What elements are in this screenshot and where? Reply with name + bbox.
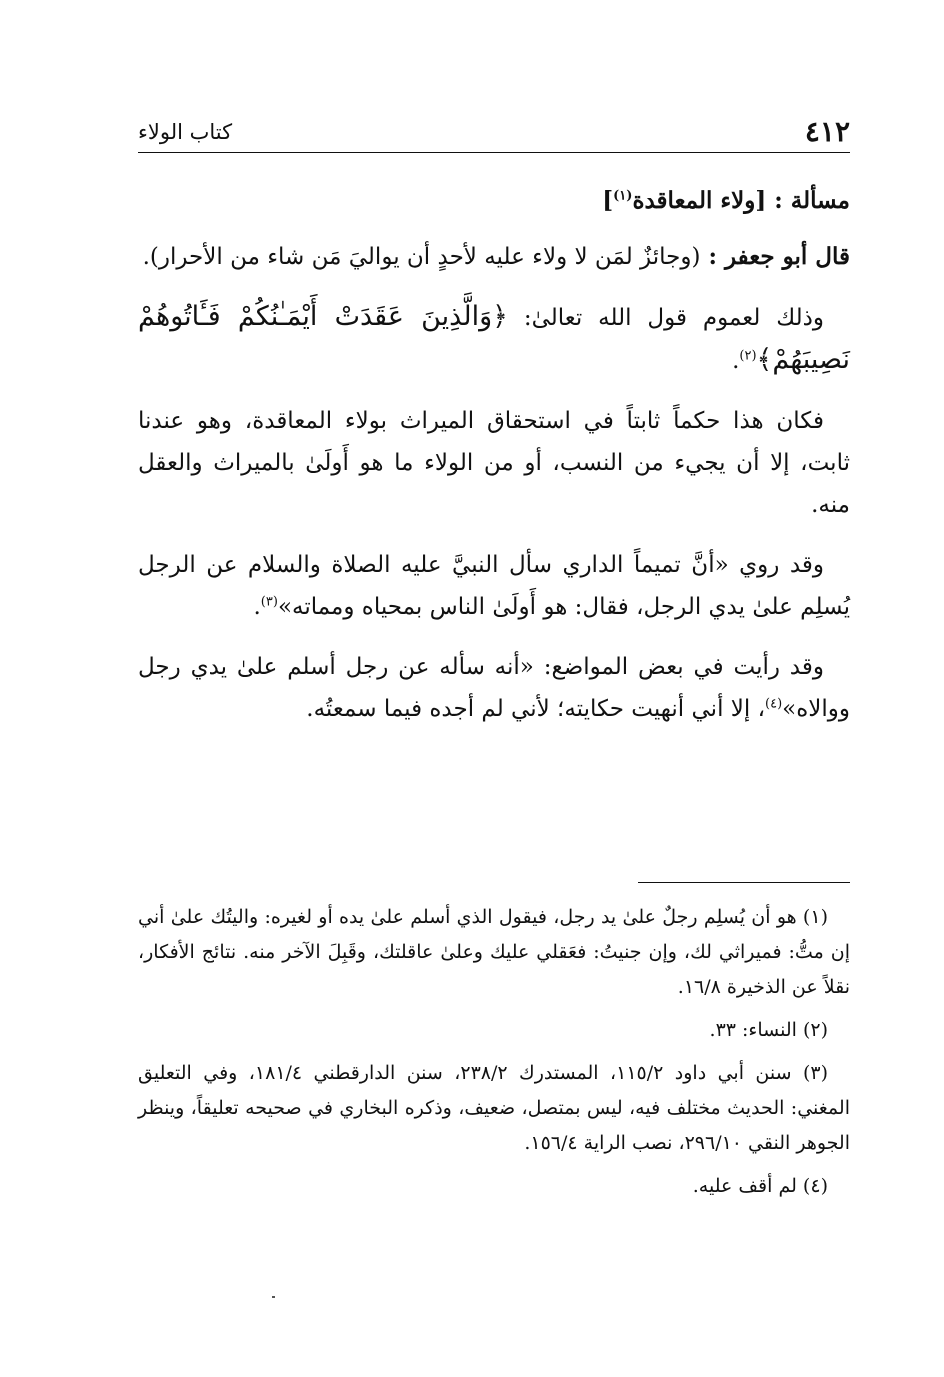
scan-speck [272,1296,275,1298]
footnote-2: (٢) النساء: ٣٣. [709,1019,828,1041]
paragraph-4-text: وقد روي «أنَّ تميماً الداري سأل النبيَّ عليه الصلاة والسلام عن الرجل يُسلِم علىٰ يدي الرجل، فقال: هو أَولَىٰ الناس بمحياه ومماته» [138,552,850,620]
footnote-4: (٤) لم أقف عليه. [692,1175,828,1197]
paragraph-5-text-b: ، إلا أني أنهيت حكايته؛ لأني لم أجده فيما سمعتُه. [306,696,766,722]
footnote-3: (٣) سنن أبي داود ١١٥/٢، المستدرك ٢٣٨/٢، سنن الدارقطني ١٨١/٤، وفي التعليق المغني: الحديث مختلف فيه، ليس بمتصل، ضعيف، وذكره البخاري في صحيحه تعليقاً، وينظر الجوهر النقي ٢٩٦/١٠، نصب الراية ١٥٦/٤. [138,1062,850,1154]
running-title: كتاب الولاء [138,120,233,144]
paragraph-3: فكان هذا حكماً ثابتاً في استحقاق الميراث بولاء المعاقدة، وهو عندنا ثابت، إلا أن يجيء من النسب، أو من الولاء ما هو أَولَىٰ بالميراث والعقل منه. [138,408,850,518]
paragraph-2-end: . [732,348,740,374]
heading-title: [ولاء المعاقدة [632,187,767,214]
footnotes [138,900,850,1212]
footnote-ref-2[interactable]: (٢) [739,348,757,364]
footnote-1: (١) هو أن يُسلِم رجلٌ علىٰ يد رجل، فيقول الذي أسلم علىٰ يده أو لغيره: واليتُك علىٰ أني إن متُّ: فميراثي لك، وإن جنيتُ: فعَقلي عليك وعلىٰ عاقلتك، وقَبِلَ الآخر منه. نتائج الأفكار، نقلاً عن الذخيرة ١٦/٨. [138,906,850,998]
heading-close: ] [602,187,614,214]
paragraph-4-end: . [253,594,261,620]
paragraph-1-text: (وجائزٌ لمَن لا ولاء عليه لأحدٍ أن يواليَ مَن شاء من الأحرار). [142,244,701,270]
paragraph-2-intro: وذلك لعموم قول الله تعالىٰ: [507,305,824,331]
page-number: ٤١٢ [804,115,850,148]
issue-heading [138,180,850,222]
paragraph-2 [138,296,850,382]
footnote-ref-1[interactable]: (١) [613,188,633,204]
footnote-ref-4[interactable]: (٤) [765,696,783,712]
paragraph-5 [138,646,850,730]
quran-verse: ﴿وَالَّذِينَ عَقَدَتْ أَيْمَـٰنُكُمْ فَـَٔاتُوهُمْ نَصِيبَهُمْ﴾ [138,301,850,375]
page-header [138,108,850,153]
footnote-separator [638,882,850,883]
speaker-label: قال أبو جعفر : [700,243,850,270]
paragraph-4 [138,544,850,628]
heading-prefix: مسألة : [766,187,850,214]
main-text [138,180,850,748]
paragraph-1 [138,236,850,278]
footnote-ref-3[interactable]: (٣) [260,594,278,610]
paragraph-5-text-a: وقد رأيت في بعض المواضع: «أنه سأله عن رجل أسلم علىٰ يدي رجل ووالاه» [138,654,850,722]
